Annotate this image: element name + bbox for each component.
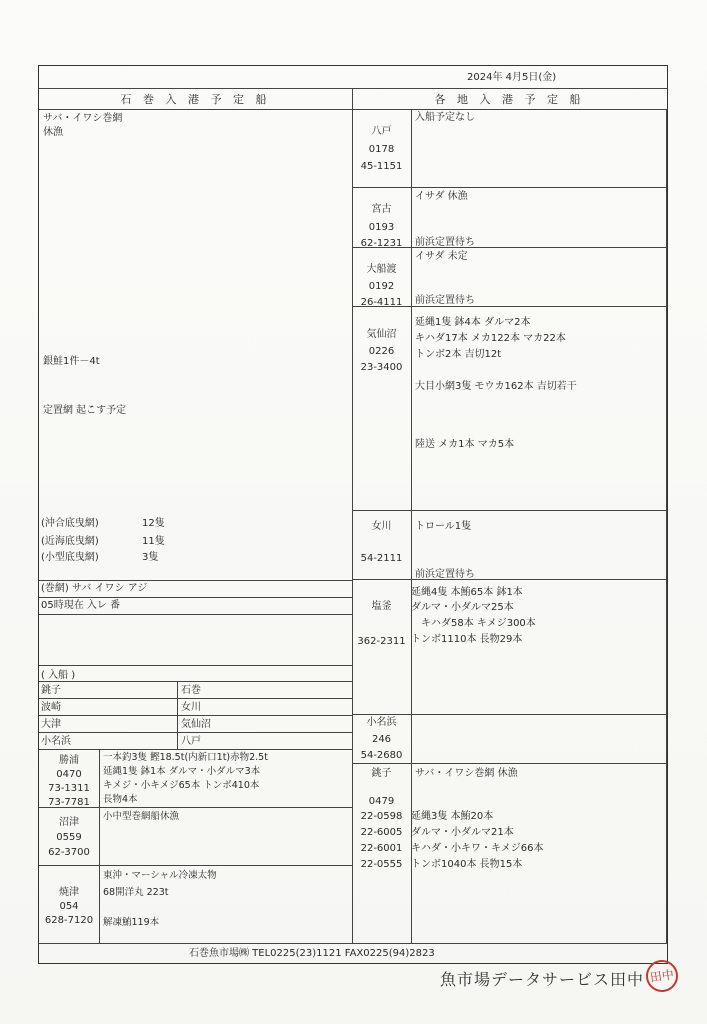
hachinohe-tel2: 45-1151 — [360, 161, 403, 172]
right-title: 各 地 入 港 予 定 船 — [434, 93, 585, 106]
kesennuma-line3: トンボ2本 吉切12t — [415, 349, 502, 360]
ofunato-tel2: 26-4111 — [360, 297, 403, 308]
miyako-note: 前浜定置待ち — [415, 237, 475, 248]
onagawa-tel: 54-2111 — [360, 553, 403, 564]
choshi-line2: ダルマ・小ダルマ21本 — [411, 827, 514, 838]
katsuura-line4: 長物4本 — [103, 794, 138, 805]
katsuura-line2: 延縄1隻 鉢1本 ダルマ・小ダルマ3本 — [103, 766, 261, 777]
salmon-line: 銀鮭1件－4t — [43, 356, 100, 367]
numazu-line1: 小中型巻網船休漁 — [103, 811, 180, 822]
kesennuma-line2: キハダ17本 メカ122本 マカ22本 — [415, 333, 566, 344]
left-line1: サバ・イワシ巻網 — [43, 113, 123, 124]
ofunato-name: 大船渡 — [366, 264, 397, 275]
arrival-1-right: 石巻 — [181, 685, 201, 696]
onahama-tel1: 246 — [371, 734, 392, 745]
kesennuma-line5: 陸送 メカ1本 マカ5本 — [415, 439, 515, 450]
yaizu-tel1: 054 — [59, 901, 79, 912]
kesennuma-name: 気仙沼 — [366, 329, 397, 340]
seal-stamp: 田中 — [644, 958, 680, 994]
left-line2: 休漁 — [43, 127, 63, 138]
numazu-tel1: 0559 — [56, 832, 82, 843]
report-sheet — [38, 65, 668, 964]
miyako-tel1: 0193 — [368, 222, 395, 233]
choshi-line4: トンボ1040本 長物15本 — [411, 859, 523, 870]
yaizu-tel2: 628-7120 — [44, 915, 94, 926]
yaizu-name: 焼津 — [59, 887, 79, 898]
kesennuma-line4: 大目小網3隻 モウカ162本 吉切若干 — [415, 381, 577, 392]
miyako-tel2: 62-1231 — [360, 238, 403, 249]
numazu-tel2: 62-3700 — [48, 847, 90, 858]
numazu-name: 沼津 — [59, 817, 79, 828]
kesennuma-tel1: 0226 — [368, 346, 395, 357]
arrival-title: ( 入船 ) — [41, 670, 76, 681]
choshi-tel4: 22-6001 — [360, 843, 403, 854]
onagawa-note: 前浜定置待ち — [415, 569, 475, 580]
trawl-3-count: 3隻 — [142, 552, 159, 563]
trawl-2-count: 11隻 — [142, 536, 165, 547]
kesennuma-tel2: 23-3400 — [360, 362, 403, 373]
left-title: 石 巻 入 港 予 定 船 — [120, 93, 271, 106]
hachinohe-text: 入船予定なし — [415, 112, 475, 123]
shiogama-line4: トンボ1110本 長物29本 — [411, 634, 523, 645]
ofunato-text: イサダ 未定 — [415, 251, 468, 262]
onahama-tel2: 54-2680 — [360, 750, 403, 761]
katsuura-tel3: 73-7781 — [48, 797, 90, 808]
signature-text: 魚市場データサービス田中 — [440, 970, 645, 989]
report-date: 2024年 4月5日(金) — [467, 72, 557, 83]
yaizu-line1: 東沖・マーシャル冷凍太物 — [103, 870, 217, 881]
fixed-net-line: 定置網 起こす予定 — [43, 405, 127, 416]
trawl-1-name: (沖合底曳網) — [41, 518, 99, 529]
arrival-2-right: 女川 — [181, 702, 201, 713]
choshi-tel5: 22-0555 — [360, 859, 403, 870]
yaizu-line3: 解凍鮪119本 — [103, 917, 160, 928]
onagawa-name: 女川 — [371, 521, 392, 532]
ofunato-tel1: 0192 — [368, 281, 395, 292]
shiogama-name: 塩釜 — [371, 601, 392, 612]
arrival-2-left: 波崎 — [41, 702, 61, 713]
arrival-1-left: 銚子 — [41, 685, 61, 696]
trawl-3-name: (小型底曳網) — [41, 552, 99, 563]
arrival-4-left: 小名浜 — [41, 736, 71, 747]
arrival-3-left: 大津 — [41, 719, 61, 730]
choshi-tel1: 0479 — [368, 796, 395, 807]
katsuura-name: 勝浦 — [59, 755, 79, 766]
onagawa-text: トロール1隻 — [415, 521, 472, 532]
trawl-1-count: 12隻 — [142, 518, 165, 529]
shiogama-line1: 延縄4隻 本鮪65本 鉢1本 — [411, 587, 523, 598]
choshi-line1: 延縄3隻 本鮪20本 — [411, 811, 494, 822]
miyako-name: 宮古 — [371, 204, 392, 215]
purse-header: (巻網) サバ イワシ アジ — [41, 583, 148, 594]
katsuura-tel1: 0470 — [56, 769, 82, 780]
trawl-2-name: (近海底曳網) — [41, 536, 99, 547]
current-status: 05時現在 入レ 番 — [41, 600, 121, 611]
onahama-name: 小名浜 — [366, 717, 397, 728]
yaizu-line2: 68開洋丸 223t — [103, 887, 169, 898]
choshi-tel2: 22-0598 — [360, 811, 403, 822]
choshi-name: 銚子 — [371, 768, 392, 779]
katsuura-line3: キメジ・小キメジ65本 トンボ410本 — [103, 780, 260, 791]
shiogama-line3: キハダ58本 キメジ300本 — [421, 618, 536, 629]
hachinohe-name: 八戸 — [371, 126, 392, 137]
arrival-4-right: 八戸 — [181, 736, 201, 747]
choshi-top: サバ・イワシ巻網 休漁 — [415, 768, 518, 779]
katsuura-tel2: 73-1311 — [48, 783, 90, 794]
miyako-text: イサダ 休漁 — [415, 191, 468, 202]
shiogama-line2: ダルマ・小ダルマ25本 — [411, 602, 514, 613]
choshi-tel3: 22-6005 — [360, 827, 403, 838]
shiogama-tel: 362-2311 — [357, 636, 406, 647]
choshi-line3: キハダ・小キワ・キメジ66本 — [411, 843, 544, 854]
katsuura-line1: 一本釣3隻 鰹18.5t(内新口1t)赤物2.5t — [103, 752, 268, 763]
hachinohe-tel1: 0178 — [368, 144, 395, 155]
ofunato-note: 前浜定置待ち — [415, 295, 475, 306]
footer-contact: 石巻魚市場㈱ TEL0225(23)1121 FAX0225(94)2823 — [189, 948, 435, 959]
arrival-3-right: 気仙沼 — [181, 719, 211, 730]
kesennuma-line1: 延縄1隻 鉢4本 ダルマ2本 — [415, 317, 531, 328]
